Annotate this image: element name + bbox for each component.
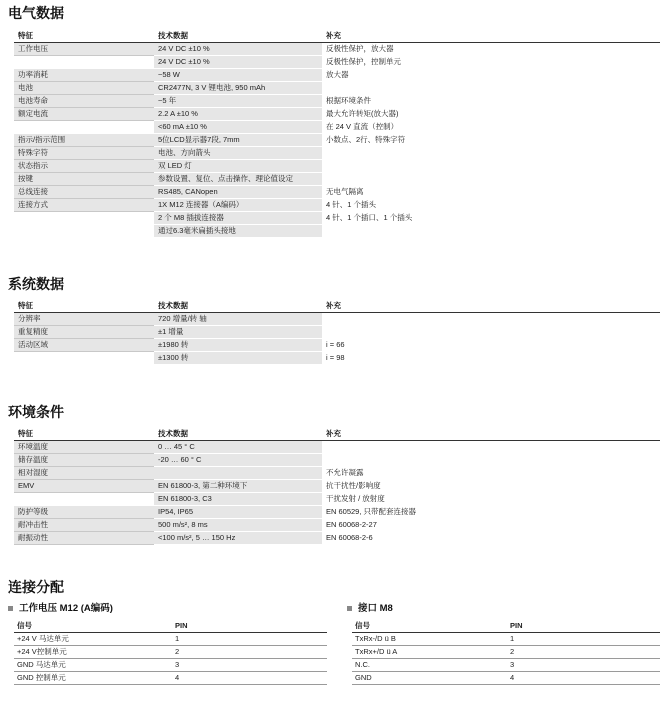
cell-supplement — [322, 313, 660, 326]
m8-subtitle-text: 接口 M8 — [358, 603, 393, 614]
cell-tech-data: ~5 年 — [154, 95, 322, 108]
header-pin: PIN — [507, 620, 660, 633]
cell-signal: GND 控制单元 — [14, 672, 172, 685]
cell-supplement — [322, 173, 660, 186]
table-row — [14, 121, 660, 134]
table-row — [14, 339, 660, 352]
cell-supplement: 放大器 — [322, 69, 660, 82]
cell-supplement — [322, 225, 660, 238]
cell-tech-data: 720 增量/转 轴 — [154, 313, 322, 326]
header-supplement: 补充 — [322, 428, 660, 441]
header-feature: 特征 — [14, 428, 154, 441]
cell-signal: TxRx+/D ü A — [352, 646, 507, 659]
header-pin: PIN — [172, 620, 327, 633]
cell-supplement — [322, 82, 660, 95]
cell-tech-data: 1X M12 连接器（A编码） — [154, 199, 322, 212]
cell-feature: 特殊字符 — [14, 147, 154, 160]
table-row — [14, 225, 660, 238]
cell-tech-data: 通过6.3毫米扁插头接地 — [154, 225, 322, 238]
cell-supplement — [322, 454, 660, 467]
m8-subtitle — [347, 603, 393, 615]
cell-tech-data: CR2477N, 3 V 锂电池, 950 mAh — [154, 82, 322, 95]
table-row — [14, 160, 660, 173]
cell-feature: 总线连接 — [14, 186, 154, 199]
cell-signal: GND — [352, 672, 507, 685]
pin-row — [352, 646, 660, 659]
pin-row — [14, 633, 327, 646]
pin-row — [14, 659, 327, 672]
connection-title: 连接分配 — [8, 579, 64, 595]
cell-supplement: 根据环境条件 — [322, 95, 660, 108]
table-row — [14, 134, 660, 147]
cell-tech-data: 24 V DC ±10 % — [154, 43, 322, 56]
header-tech-data: 技术数据 — [154, 30, 322, 43]
header-feature: 特征 — [14, 300, 154, 313]
m12-subtitle — [8, 603, 113, 615]
cell-tech-data: 0 … 45 ° C — [154, 441, 322, 454]
electrical-table — [14, 30, 660, 238]
cell-signal: N.C. — [352, 659, 507, 672]
header-supplement: 补充 — [322, 30, 660, 43]
cell-signal: GND 马达单元 — [14, 659, 172, 672]
table-row — [14, 480, 660, 493]
cell-pin: 3 — [172, 659, 327, 672]
cell-signal: +24 V 马达单元 — [14, 633, 172, 646]
cell-signal: +24 V控制单元 — [14, 646, 172, 659]
table-row — [14, 326, 660, 339]
cell-tech-data: 2.2 A ±10 % — [154, 108, 322, 121]
cell-tech-data: EN 61800-3, C3 — [154, 493, 322, 506]
cell-feature: 连接方式 — [14, 199, 154, 212]
cell-supplement: EN 60529, 只带配套连接器 — [322, 506, 660, 519]
pin-row — [14, 646, 327, 659]
cell-feature: 活动区域 — [14, 339, 154, 352]
cell-feature: 电池 — [14, 82, 154, 95]
cell-feature — [14, 56, 154, 69]
table-row — [14, 147, 660, 160]
cell-supplement: EN 60068-2-27 — [322, 519, 660, 532]
table-row — [14, 199, 660, 212]
header-tech-data: 技术数据 — [154, 428, 322, 441]
header-signal: 信号 — [352, 620, 507, 633]
table-row — [14, 532, 660, 545]
cell-pin: 1 — [507, 633, 660, 646]
cell-feature: 按键 — [14, 173, 154, 186]
cell-supplement: 反极性保护，放大器 — [322, 43, 660, 56]
cell-pin: 3 — [507, 659, 660, 672]
cell-tech-data: <60 mA ±10 % — [154, 121, 322, 134]
system-table — [14, 300, 660, 365]
cell-tech-data: IP54, IP65 — [154, 506, 322, 519]
cell-feature — [14, 493, 154, 506]
table-row — [14, 108, 660, 121]
cell-supplement — [322, 441, 660, 454]
cell-tech-data: EN 61800-3, 第二种环境下 — [154, 480, 322, 493]
header-supplement: 补充 — [322, 300, 660, 313]
cell-feature: 工作电压 — [14, 43, 154, 56]
cell-tech-data: ±1 增量 — [154, 326, 322, 339]
cell-supplement: 干扰发射 / 放射度 — [322, 493, 660, 506]
cell-tech-data: 24 V DC ±10 % — [154, 56, 322, 69]
cell-feature — [14, 352, 154, 365]
cell-supplement: i = 66 — [322, 339, 660, 352]
environment-table — [14, 428, 660, 545]
environment-title: 环境条件 — [8, 404, 64, 420]
header-tech-data: 技术数据 — [154, 300, 322, 313]
cell-tech-data: -20 … 60 ° C — [154, 454, 322, 467]
table-row — [14, 352, 660, 365]
bullet-icon — [347, 606, 352, 611]
cell-feature: 防护等级 — [14, 506, 154, 519]
cell-feature: 环境温度 — [14, 441, 154, 454]
cell-supplement: 抗干扰性/影响度 — [322, 480, 660, 493]
table-row — [14, 173, 660, 186]
cell-feature: 指示/指示范围 — [14, 134, 154, 147]
table-row — [14, 212, 660, 225]
cell-feature: 分辨率 — [14, 313, 154, 326]
m12-pin-table — [14, 620, 327, 685]
table-row — [14, 95, 660, 108]
electrical-title: 电气数据 — [8, 5, 64, 21]
cell-feature — [14, 121, 154, 134]
m12-subtitle-text: 工作电压 M12 (A编码) — [19, 603, 113, 614]
cell-supplement: i = 98 — [322, 352, 660, 365]
cell-supplement: 小数点、2行、特殊字符 — [322, 134, 660, 147]
cell-tech-data: 双 LED 灯 — [154, 160, 322, 173]
table-row — [14, 82, 660, 95]
header-signal: 信号 — [14, 620, 172, 633]
table-row — [14, 519, 660, 532]
cell-supplement: EN 60068-2-6 — [322, 532, 660, 545]
cell-supplement: 不允许凝露 — [322, 467, 660, 480]
cell-tech-data: ±1300 转 — [154, 352, 322, 365]
cell-feature: 耐振动性 — [14, 532, 154, 545]
cell-pin: 4 — [172, 672, 327, 685]
cell-supplement: 无电气隔离 — [322, 186, 660, 199]
cell-tech-data — [154, 467, 322, 480]
cell-feature: 重复精度 — [14, 326, 154, 339]
cell-feature: 功率消耗 — [14, 69, 154, 82]
pin-row — [352, 633, 660, 646]
table-row — [14, 313, 660, 326]
system-title: 系统数据 — [8, 276, 64, 292]
pin-row — [14, 672, 327, 685]
cell-feature — [14, 225, 154, 238]
cell-signal: TxRx-/D ü B — [352, 633, 507, 646]
cell-supplement — [322, 326, 660, 339]
cell-pin: 2 — [507, 646, 660, 659]
cell-pin: 2 — [172, 646, 327, 659]
cell-tech-data: 5位LCD显示器7段, 7mm — [154, 134, 322, 147]
cell-tech-data: 电池、方向箭头 — [154, 147, 322, 160]
table-row — [14, 506, 660, 519]
cell-tech-data: 参数设置、复位、点击操作、理论值设定 — [154, 173, 322, 186]
table-row — [14, 69, 660, 82]
table-row — [14, 56, 660, 69]
cell-feature: 储存温度 — [14, 454, 154, 467]
cell-feature: 相对湿度 — [14, 467, 154, 480]
cell-tech-data: 500 m/s², 8 ms — [154, 519, 322, 532]
cell-feature: 状态指示 — [14, 160, 154, 173]
m8-pin-table — [352, 620, 660, 685]
table-row — [14, 454, 660, 467]
cell-feature: 耐冲击性 — [14, 519, 154, 532]
cell-supplement: 4 针、1 个插口、1 个插头 — [322, 212, 660, 225]
pin-row — [352, 672, 660, 685]
cell-supplement: 在 24 V 直流（控制） — [322, 121, 660, 134]
cell-tech-data: <100 m/s², 5 … 150 Hz — [154, 532, 322, 545]
cell-supplement — [322, 160, 660, 173]
cell-supplement: 最大允许转矩(放大器) — [322, 108, 660, 121]
cell-tech-data: ±1980 转 — [154, 339, 322, 352]
header-feature: 特征 — [14, 30, 154, 43]
cell-tech-data: RS485, CANopen — [154, 186, 322, 199]
table-row — [14, 43, 660, 56]
table-row — [14, 467, 660, 480]
cell-pin: 1 — [172, 633, 327, 646]
cell-tech-data: ~58 W — [154, 69, 322, 82]
bullet-icon — [8, 606, 13, 611]
cell-feature: EMV — [14, 480, 154, 493]
cell-tech-data: 2 个 M8 插拔连接器 — [154, 212, 322, 225]
cell-supplement — [322, 147, 660, 160]
table-row — [14, 493, 660, 506]
cell-pin: 4 — [507, 672, 660, 685]
cell-supplement: 4 针、1 个插头 — [322, 199, 660, 212]
cell-feature: 电池寿命 — [14, 95, 154, 108]
table-row — [14, 186, 660, 199]
cell-feature — [14, 212, 154, 225]
cell-supplement: 反极性保护，控制单元 — [322, 56, 660, 69]
pin-row — [352, 659, 660, 672]
table-row — [14, 441, 660, 454]
cell-feature: 额定电流 — [14, 108, 154, 121]
